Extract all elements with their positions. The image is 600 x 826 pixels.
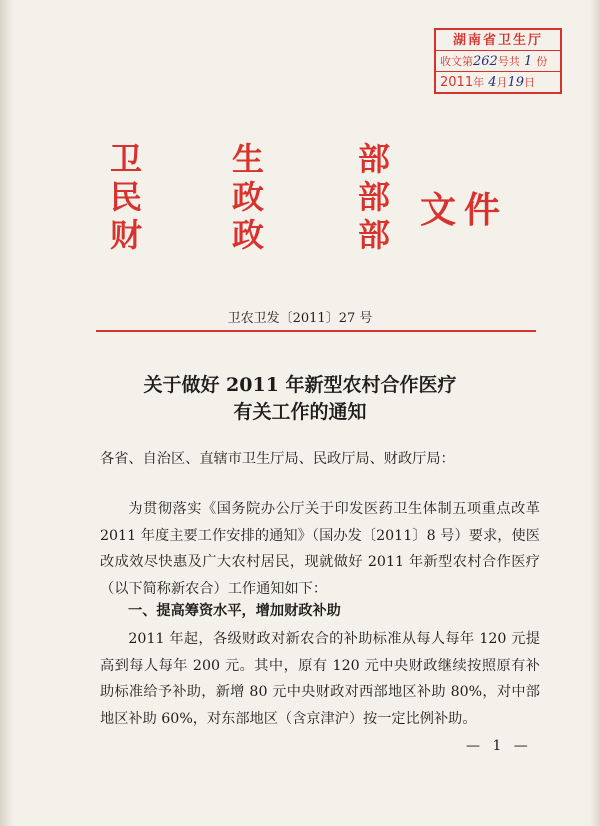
masthead-char: 部 [358,216,391,254]
masthead-char: 政 [232,178,265,216]
stamp-day: 19 [507,75,525,90]
stamp-title: 湖南省卫生厅 [436,30,560,51]
masthead-column-1 [110,140,142,254]
masthead-char: 政 [232,216,265,254]
intro-text: 为贯彻落实《国务院办公厅关于印发医药卫生体制五项重点改革 2011 年度主要工作安排的通知》（国办发〔2011〕8 号）要求，使医改成效尽快惠及广大农村居民，现就做好 2011 年新型农村合作医疗（以下简称新农合）工作通知如下： [100,501,540,597]
page-number: — 1 — [466,738,532,754]
section-1-text: 2011 年起，各级财政对新农合的补助标准从每人每年 120 元提高到每人每年 200 元。其中，原有 120 元中央财政继续按照原有补助标准给予补助，新增 80 元中央财政对西部地区补助 80%，对中部地区补助 60%，对东部地区（含京津沪）按一定比例补助。 [100,631,540,727]
section-1-paragraph [100,626,540,732]
masthead-char: 民 [110,178,143,216]
masthead-char: 生 [232,140,265,178]
masthead-column-2 [232,140,264,254]
red-divider [96,330,536,332]
stamp-year: 2011 [440,75,474,90]
masthead-column-3 [358,140,390,254]
stamp-label-hao: 号共 [497,55,520,68]
stamp-month: 4 [488,75,497,90]
masthead-document-word: 文件 [420,189,509,231]
stamp-label-day: 日 [524,76,536,89]
document-title-line-2: 有关工作的通知 [233,401,367,423]
stamp-label-receipt: 收文第 [440,55,473,68]
document-number: 卫农卫发〔2011〕27 号 [227,311,373,326]
stamp-date-row [436,72,560,93]
stamp-label-year: 年 [473,76,485,89]
stamp-receipt-number: 262 [473,54,498,69]
addressee: 各省、自治区、直辖市卫生厅局、民政厅局、财政厅局： [100,451,455,467]
stamp-label-fen: 份 [536,55,548,68]
masthead-char: 财 [110,216,143,254]
masthead-char: 卫 [110,140,143,178]
section-1-heading: 一、提高筹资水平，增加财政补助 [128,603,341,619]
masthead-char: 部 [358,178,391,216]
intro-paragraph [100,496,540,602]
masthead-char: 部 [358,140,391,178]
document-title-line-1: 关于做好 2011 年新型农村合作医疗 [143,374,457,396]
stamp-copies: 1 [523,54,533,69]
stamp-label-month: 月 [496,76,508,89]
stamp-receipt-row [436,51,560,72]
receipt-stamp [434,28,562,94]
